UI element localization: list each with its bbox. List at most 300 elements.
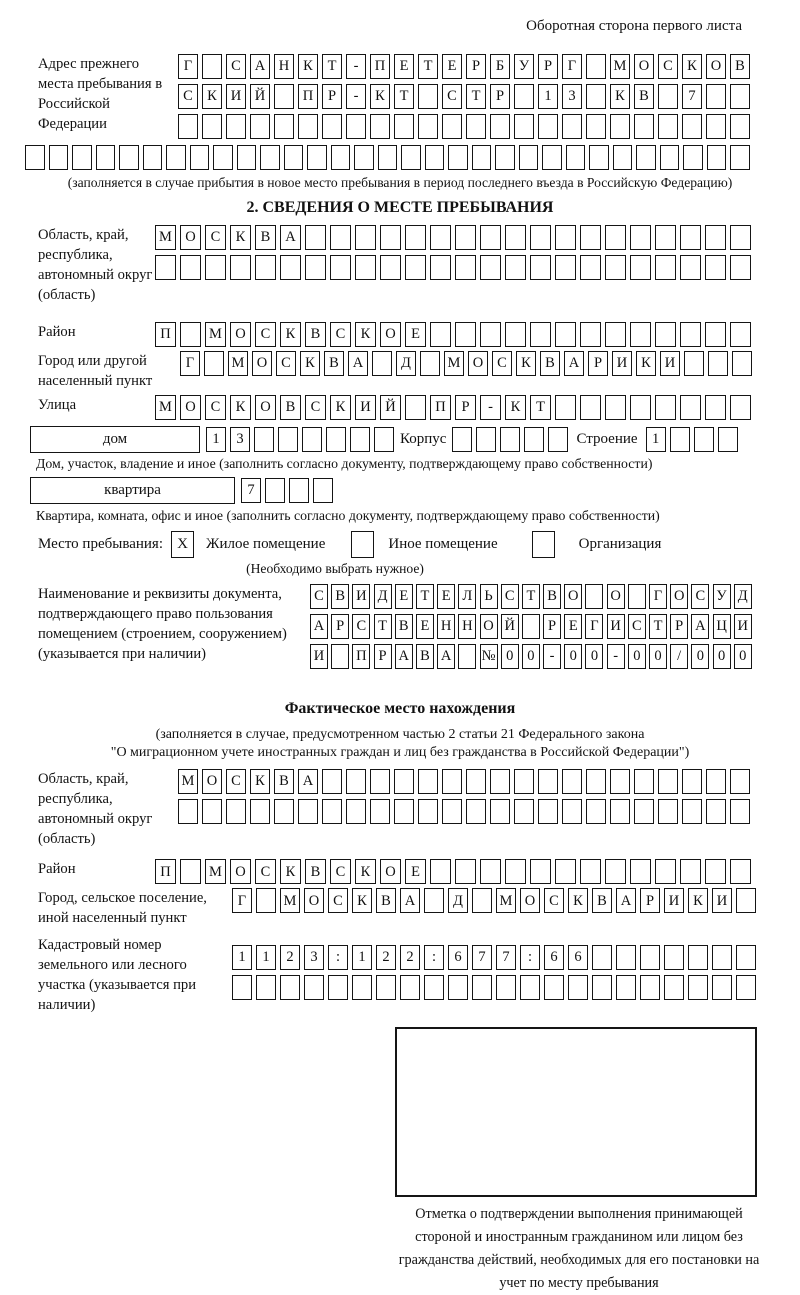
char-cell[interactable] <box>562 769 582 794</box>
char-cell[interactable] <box>202 799 222 824</box>
char-cell[interactable]: Т <box>466 84 486 109</box>
char-cell[interactable]: С <box>305 395 326 420</box>
char-cell[interactable] <box>250 114 270 139</box>
char-cell[interactable]: И <box>660 351 680 376</box>
char-cell[interactable] <box>736 975 756 1000</box>
char-cell[interactable]: К <box>568 888 588 913</box>
char-cell[interactable]: Т <box>649 614 667 639</box>
char-cell[interactable]: Д <box>374 584 392 609</box>
char-cell[interactable] <box>418 769 438 794</box>
stay-option-inoe-checkbox[interactable] <box>351 531 374 558</box>
char-cell[interactable] <box>630 255 651 280</box>
char-cell[interactable] <box>530 859 551 884</box>
char-cell[interactable] <box>730 322 751 347</box>
char-cell[interactable]: 7 <box>472 945 492 970</box>
char-cell[interactable]: 0 <box>691 644 709 669</box>
char-cell[interactable] <box>448 975 468 1000</box>
char-cell[interactable] <box>455 225 476 250</box>
char-cell[interactable] <box>346 769 366 794</box>
char-cell[interactable]: Р <box>670 614 688 639</box>
char-cell[interactable]: П <box>430 395 451 420</box>
char-cell[interactable] <box>424 975 444 1000</box>
char-cell[interactable] <box>500 427 520 452</box>
char-cell[interactable]: В <box>280 395 301 420</box>
char-cell[interactable]: К <box>202 84 222 109</box>
char-cell[interactable]: А <box>691 614 709 639</box>
char-cell[interactable]: П <box>298 84 318 109</box>
char-cell[interactable] <box>25 145 45 170</box>
char-cell[interactable] <box>655 255 676 280</box>
char-cell[interactable] <box>514 769 534 794</box>
char-cell[interactable]: А <box>310 614 328 639</box>
char-cell[interactable]: : <box>520 945 540 970</box>
char-cell[interactable]: Т <box>522 584 540 609</box>
char-cell[interactable] <box>688 975 708 1000</box>
char-cell[interactable] <box>605 395 626 420</box>
char-cell[interactable]: К <box>610 84 630 109</box>
char-cell[interactable] <box>155 255 176 280</box>
char-cell[interactable] <box>274 84 294 109</box>
char-cell[interactable] <box>630 225 651 250</box>
char-cell[interactable]: В <box>592 888 612 913</box>
char-cell[interactable]: Ц <box>713 614 731 639</box>
char-cell[interactable] <box>586 84 606 109</box>
char-cell[interactable] <box>610 799 630 824</box>
char-cell[interactable] <box>352 975 372 1000</box>
char-cell[interactable] <box>538 769 558 794</box>
char-cell[interactable] <box>250 799 270 824</box>
char-cell[interactable]: О <box>607 584 625 609</box>
char-cell[interactable]: Е <box>564 614 582 639</box>
char-cell[interactable] <box>322 769 342 794</box>
char-cell[interactable] <box>680 322 701 347</box>
char-cell[interactable]: К <box>505 395 526 420</box>
char-cell[interactable]: Б <box>490 54 510 79</box>
char-cell[interactable]: П <box>370 54 390 79</box>
char-cell[interactable]: В <box>730 54 750 79</box>
char-cell[interactable]: 0 <box>564 644 582 669</box>
char-cell[interactable] <box>524 427 544 452</box>
char-cell[interactable] <box>466 114 486 139</box>
char-cell[interactable] <box>380 225 401 250</box>
char-cell[interactable] <box>278 427 298 452</box>
char-cell[interactable]: М <box>444 351 464 376</box>
char-cell[interactable]: К <box>688 888 708 913</box>
char-cell[interactable] <box>230 255 251 280</box>
char-cell[interactable]: Р <box>588 351 608 376</box>
char-cell[interactable]: С <box>226 54 246 79</box>
char-cell[interactable]: А <box>400 888 420 913</box>
char-cell[interactable] <box>455 255 476 280</box>
char-cell[interactable] <box>480 322 501 347</box>
char-cell[interactable] <box>472 888 492 913</box>
char-cell[interactable] <box>605 322 626 347</box>
char-cell[interactable] <box>706 769 726 794</box>
char-cell[interactable] <box>401 145 421 170</box>
char-cell[interactable] <box>514 114 534 139</box>
char-cell[interactable]: 0 <box>522 644 540 669</box>
char-cell[interactable]: К <box>250 769 270 794</box>
char-cell[interactable] <box>580 225 601 250</box>
char-cell[interactable]: Р <box>374 644 392 669</box>
char-cell[interactable]: Е <box>394 54 414 79</box>
char-cell[interactable]: Р <box>466 54 486 79</box>
char-cell[interactable] <box>205 255 226 280</box>
char-cell[interactable]: 0 <box>734 644 752 669</box>
char-cell[interactable] <box>605 859 626 884</box>
char-cell[interactable]: Д <box>396 351 416 376</box>
char-cell[interactable] <box>370 769 390 794</box>
char-cell[interactable]: С <box>205 395 226 420</box>
char-cell[interactable]: 0 <box>501 644 519 669</box>
char-cell[interactable] <box>202 114 222 139</box>
char-cell[interactable] <box>514 799 534 824</box>
char-cell[interactable]: Ь <box>480 584 498 609</box>
char-cell[interactable]: О <box>180 395 201 420</box>
char-cell[interactable]: И <box>612 351 632 376</box>
char-cell[interactable]: С <box>276 351 296 376</box>
char-cell[interactable] <box>326 427 346 452</box>
char-cell[interactable] <box>180 859 201 884</box>
char-cell[interactable]: А <box>437 644 455 669</box>
char-cell[interactable] <box>705 225 726 250</box>
char-cell[interactable] <box>712 975 732 1000</box>
char-cell[interactable] <box>580 255 601 280</box>
char-cell[interactable] <box>605 225 626 250</box>
char-cell[interactable]: М <box>155 225 176 250</box>
char-cell[interactable] <box>322 799 342 824</box>
char-cell[interactable]: 2 <box>400 945 420 970</box>
char-cell[interactable]: С <box>691 584 709 609</box>
char-cell[interactable] <box>256 888 276 913</box>
char-cell[interactable] <box>472 145 492 170</box>
char-cell[interactable] <box>520 975 540 1000</box>
char-cell[interactable] <box>519 145 539 170</box>
char-cell[interactable] <box>430 859 451 884</box>
char-cell[interactable]: П <box>155 859 176 884</box>
char-cell[interactable] <box>328 975 348 1000</box>
char-cell[interactable]: С <box>205 225 226 250</box>
char-cell[interactable]: С <box>658 54 678 79</box>
char-cell[interactable] <box>730 84 750 109</box>
char-cell[interactable]: И <box>734 614 752 639</box>
char-cell[interactable] <box>730 799 750 824</box>
char-cell[interactable]: В <box>634 84 654 109</box>
char-cell[interactable]: М <box>155 395 176 420</box>
char-cell[interactable]: А <box>250 54 270 79</box>
char-cell[interactable]: Р <box>543 614 561 639</box>
char-cell[interactable]: 3 <box>230 427 250 452</box>
char-cell[interactable] <box>354 145 374 170</box>
char-cell[interactable] <box>706 114 726 139</box>
char-cell[interactable]: - <box>346 54 366 79</box>
char-cell[interactable]: С <box>492 351 512 376</box>
char-cell[interactable]: Р <box>455 395 476 420</box>
char-cell[interactable]: 1 <box>256 945 276 970</box>
char-cell[interactable]: О <box>468 351 488 376</box>
char-cell[interactable]: А <box>348 351 368 376</box>
char-cell[interactable] <box>280 255 301 280</box>
char-cell[interactable] <box>455 859 476 884</box>
char-cell[interactable] <box>616 975 636 1000</box>
char-cell[interactable]: 1 <box>206 427 226 452</box>
char-cell[interactable]: К <box>370 84 390 109</box>
char-cell[interactable] <box>331 644 349 669</box>
char-cell[interactable]: 7 <box>496 945 516 970</box>
char-cell[interactable] <box>730 769 750 794</box>
char-cell[interactable]: О <box>202 769 222 794</box>
char-cell[interactable] <box>605 255 626 280</box>
char-cell[interactable]: И <box>310 644 328 669</box>
char-cell[interactable]: Д <box>734 584 752 609</box>
char-cell[interactable] <box>374 427 394 452</box>
char-cell[interactable] <box>180 322 201 347</box>
char-cell[interactable] <box>202 54 222 79</box>
char-cell[interactable] <box>420 351 440 376</box>
char-cell[interactable] <box>452 427 472 452</box>
char-cell[interactable]: С <box>328 888 348 913</box>
char-cell[interactable] <box>616 945 636 970</box>
char-cell[interactable] <box>380 255 401 280</box>
char-cell[interactable] <box>655 322 676 347</box>
char-cell[interactable] <box>538 114 558 139</box>
char-cell[interactable] <box>96 145 116 170</box>
char-cell[interactable] <box>490 799 510 824</box>
char-cell[interactable] <box>708 351 728 376</box>
char-cell[interactable]: 7 <box>241 478 261 503</box>
char-cell[interactable]: : <box>424 945 444 970</box>
char-cell[interactable] <box>405 255 426 280</box>
char-cell[interactable]: В <box>324 351 344 376</box>
char-cell[interactable] <box>418 84 438 109</box>
char-cell[interactable]: Р <box>490 84 510 109</box>
char-cell[interactable]: С <box>255 322 276 347</box>
char-cell[interactable] <box>562 799 582 824</box>
char-cell[interactable] <box>490 114 510 139</box>
char-cell[interactable] <box>664 975 684 1000</box>
char-cell[interactable]: В <box>543 584 561 609</box>
char-cell[interactable] <box>480 225 501 250</box>
char-cell[interactable]: А <box>564 351 584 376</box>
char-cell[interactable]: Й <box>501 614 519 639</box>
char-cell[interactable] <box>707 145 727 170</box>
char-cell[interactable] <box>682 114 702 139</box>
char-cell[interactable] <box>688 945 708 970</box>
char-cell[interactable]: К <box>352 888 372 913</box>
char-cell[interactable]: № <box>480 644 498 669</box>
char-cell[interactable]: Р <box>322 84 342 109</box>
char-cell[interactable]: И <box>664 888 684 913</box>
char-cell[interactable] <box>204 351 224 376</box>
char-cell[interactable] <box>496 975 516 1000</box>
char-cell[interactable]: Е <box>395 584 413 609</box>
char-cell[interactable]: М <box>610 54 630 79</box>
char-cell[interactable] <box>405 225 426 250</box>
char-cell[interactable] <box>514 84 534 109</box>
char-cell[interactable] <box>555 859 576 884</box>
char-cell[interactable]: / <box>670 644 688 669</box>
char-cell[interactable]: О <box>670 584 688 609</box>
char-cell[interactable] <box>530 255 551 280</box>
char-cell[interactable] <box>226 114 246 139</box>
char-cell[interactable]: С <box>352 614 370 639</box>
char-cell[interactable] <box>232 975 252 1000</box>
char-cell[interactable]: О <box>520 888 540 913</box>
char-cell[interactable] <box>592 945 612 970</box>
kvartira-box[interactable]: квартира <box>30 477 235 504</box>
char-cell[interactable] <box>580 395 601 420</box>
char-cell[interactable] <box>394 799 414 824</box>
char-cell[interactable]: К <box>298 54 318 79</box>
char-cell[interactable] <box>655 859 676 884</box>
char-cell[interactable]: В <box>305 859 326 884</box>
char-cell[interactable] <box>400 975 420 1000</box>
char-cell[interactable] <box>307 145 327 170</box>
char-cell[interactable]: 1 <box>352 945 372 970</box>
stay-option-org-checkbox[interactable] <box>532 531 555 558</box>
char-cell[interactable] <box>562 114 582 139</box>
char-cell[interactable] <box>378 145 398 170</box>
char-cell[interactable] <box>718 427 738 452</box>
char-cell[interactable] <box>260 145 280 170</box>
char-cell[interactable]: Е <box>437 584 455 609</box>
char-cell[interactable]: П <box>155 322 176 347</box>
char-cell[interactable]: Г <box>180 351 200 376</box>
char-cell[interactable]: К <box>330 395 351 420</box>
char-cell[interactable] <box>636 145 656 170</box>
char-cell[interactable]: 6 <box>568 945 588 970</box>
char-cell[interactable]: С <box>255 859 276 884</box>
char-cell[interactable] <box>566 145 586 170</box>
char-cell[interactable]: Т <box>394 84 414 109</box>
char-cell[interactable] <box>355 225 376 250</box>
char-cell[interactable] <box>346 114 366 139</box>
char-cell[interactable] <box>505 255 526 280</box>
char-cell[interactable] <box>466 799 486 824</box>
char-cell[interactable]: И <box>352 584 370 609</box>
char-cell[interactable] <box>466 769 486 794</box>
char-cell[interactable] <box>580 322 601 347</box>
char-cell[interactable] <box>331 145 351 170</box>
char-cell[interactable] <box>640 945 660 970</box>
char-cell[interactable]: Н <box>458 614 476 639</box>
char-cell[interactable] <box>730 255 751 280</box>
char-cell[interactable] <box>732 351 752 376</box>
char-cell[interactable]: А <box>298 769 318 794</box>
char-cell[interactable]: Т <box>416 584 434 609</box>
char-cell[interactable] <box>305 255 326 280</box>
char-cell[interactable]: К <box>280 322 301 347</box>
char-cell[interactable]: А <box>395 644 413 669</box>
char-cell[interactable]: Т <box>530 395 551 420</box>
char-cell[interactable]: О <box>180 225 201 250</box>
char-cell[interactable] <box>544 975 564 1000</box>
char-cell[interactable] <box>658 114 678 139</box>
char-cell[interactable] <box>586 54 606 79</box>
char-cell[interactable] <box>730 859 751 884</box>
char-cell[interactable]: Г <box>585 614 603 639</box>
char-cell[interactable] <box>237 145 257 170</box>
char-cell[interactable] <box>180 255 201 280</box>
char-cell[interactable]: С <box>442 84 462 109</box>
char-cell[interactable] <box>255 255 276 280</box>
char-cell[interactable] <box>298 114 318 139</box>
char-cell[interactable]: 7 <box>682 84 702 109</box>
char-cell[interactable] <box>634 114 654 139</box>
char-cell[interactable]: С <box>178 84 198 109</box>
char-cell[interactable]: Е <box>405 322 426 347</box>
char-cell[interactable] <box>586 799 606 824</box>
char-cell[interactable] <box>226 799 246 824</box>
char-cell[interactable]: Г <box>232 888 252 913</box>
char-cell[interactable]: В <box>395 614 413 639</box>
char-cell[interactable]: 0 <box>649 644 667 669</box>
char-cell[interactable] <box>655 395 676 420</box>
char-cell[interactable]: К <box>516 351 536 376</box>
char-cell[interactable] <box>628 584 646 609</box>
char-cell[interactable]: И <box>226 84 246 109</box>
char-cell[interactable] <box>530 225 551 250</box>
char-cell[interactable] <box>682 799 702 824</box>
char-cell[interactable]: О <box>380 859 401 884</box>
char-cell[interactable] <box>640 975 660 1000</box>
char-cell[interactable]: У <box>514 54 534 79</box>
char-cell[interactable]: : <box>328 945 348 970</box>
char-cell[interactable] <box>289 478 309 503</box>
char-cell[interactable]: О <box>706 54 726 79</box>
char-cell[interactable]: Й <box>380 395 401 420</box>
char-cell[interactable] <box>522 614 540 639</box>
char-cell[interactable]: 6 <box>544 945 564 970</box>
char-cell[interactable] <box>705 322 726 347</box>
char-cell[interactable] <box>630 395 651 420</box>
char-cell[interactable]: И <box>355 395 376 420</box>
char-cell[interactable]: Н <box>274 54 294 79</box>
char-cell[interactable] <box>274 114 294 139</box>
char-cell[interactable] <box>370 799 390 824</box>
char-cell[interactable]: М <box>228 351 248 376</box>
char-cell[interactable] <box>302 427 322 452</box>
char-cell[interactable] <box>284 145 304 170</box>
char-cell[interactable] <box>418 114 438 139</box>
char-cell[interactable] <box>568 975 588 1000</box>
char-cell[interactable]: Е <box>442 54 462 79</box>
char-cell[interactable]: С <box>226 769 246 794</box>
char-cell[interactable]: А <box>280 225 301 250</box>
char-cell[interactable] <box>538 799 558 824</box>
char-cell[interactable] <box>418 799 438 824</box>
char-cell[interactable] <box>658 769 678 794</box>
char-cell[interactable] <box>458 644 476 669</box>
char-cell[interactable]: Й <box>250 84 270 109</box>
char-cell[interactable] <box>355 255 376 280</box>
char-cell[interactable]: 0 <box>585 644 603 669</box>
char-cell[interactable] <box>585 584 603 609</box>
char-cell[interactable]: - <box>346 84 366 109</box>
char-cell[interactable]: М <box>178 769 198 794</box>
char-cell[interactable] <box>634 769 654 794</box>
char-cell[interactable] <box>664 945 684 970</box>
char-cell[interactable]: Г <box>649 584 667 609</box>
char-cell[interactable] <box>178 799 198 824</box>
char-cell[interactable]: 1 <box>232 945 252 970</box>
char-cell[interactable] <box>190 145 210 170</box>
char-cell[interactable] <box>280 975 300 1000</box>
char-cell[interactable]: 2 <box>280 945 300 970</box>
char-cell[interactable] <box>586 114 606 139</box>
char-cell[interactable]: К <box>230 395 251 420</box>
char-cell[interactable]: У <box>713 584 731 609</box>
